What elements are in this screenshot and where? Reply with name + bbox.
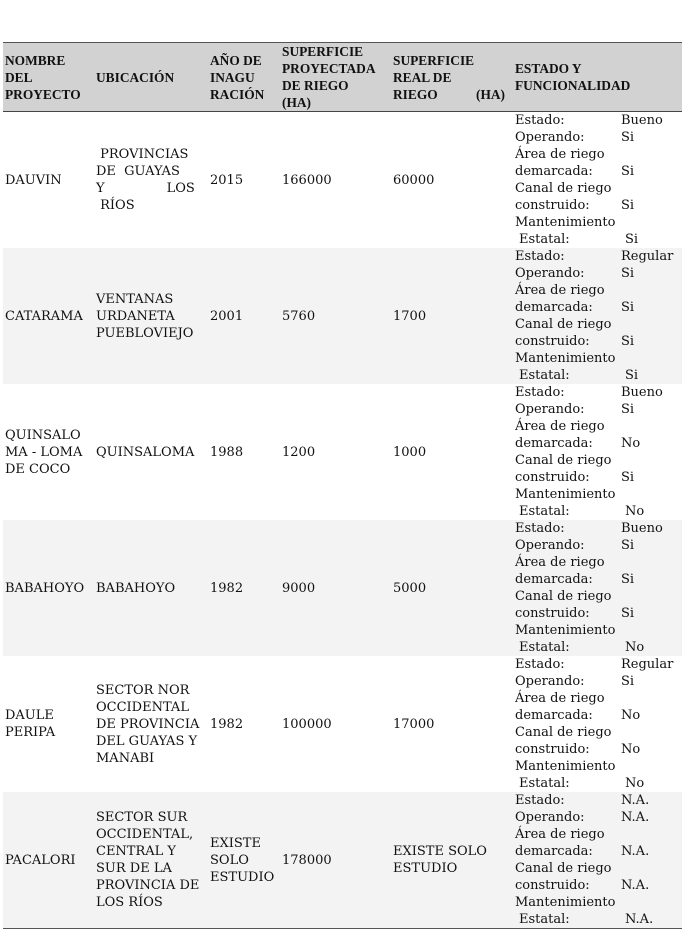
header-anio: AÑO DE INAGU RACIÓN <box>210 52 265 102</box>
cell-value: 1200 <box>282 444 316 460</box>
cell-line: OCCIDENTAL <box>96 699 189 715</box>
status-value-empty <box>621 622 682 639</box>
header-nombre: NOMBRE DEL PROYECTO <box>5 52 81 102</box>
status-label: Mantenimiento <box>515 215 616 230</box>
cell-value: 166000 <box>282 172 332 188</box>
cell-superficie-proyectada <box>280 792 391 928</box>
status-value: No <box>625 640 645 655</box>
status-label: Área de riego <box>515 555 605 570</box>
cell-line: CATARAMA <box>5 308 83 324</box>
status-value: No <box>621 436 641 451</box>
table-row-4 <box>3 520 682 656</box>
status-label: Operando: <box>515 538 585 553</box>
cell-line: 60000 <box>393 172 435 188</box>
status-label: demarcada: <box>515 572 593 587</box>
status-value: Si <box>621 198 635 213</box>
status-label: Mantenimiento <box>515 759 616 774</box>
status-block <box>515 656 682 792</box>
cell-nombre <box>3 112 94 248</box>
table-row-2 <box>3 248 682 384</box>
cell-line: RÍOS <box>96 198 135 213</box>
header-superficie-proyectada: SUPERFICIE PROYECTADA DE RIEGO (HA) <box>282 44 376 110</box>
cell-line: 1982 <box>210 716 244 732</box>
cell-line: PROVINCIA DE <box>96 878 200 893</box>
status-value: Regular <box>621 657 674 672</box>
cell-superficie-proyectada <box>280 656 391 792</box>
cell-superficie-real <box>391 384 513 520</box>
table-header <box>3 43 682 112</box>
status-label: Estatal: <box>519 232 570 247</box>
status-label: Operando: <box>515 402 585 417</box>
cell-line: DEL GUAYAS Y <box>96 733 198 749</box>
status-label: Canal de riego <box>515 453 612 468</box>
status-label: demarcada: <box>515 844 593 859</box>
status-block <box>515 248 682 384</box>
cell-line: ESTUDIO <box>210 869 275 885</box>
cell-anio <box>208 384 280 520</box>
status-label: Canal de riego <box>515 861 612 876</box>
cell-anio <box>208 792 280 928</box>
status-label: demarcada: <box>515 436 593 451</box>
irrigation-projects-table <box>3 42 682 929</box>
status-value: No <box>621 708 641 723</box>
cell-line: SECTOR NOR <box>96 682 190 698</box>
cell-estado <box>513 656 682 792</box>
cell-estado <box>513 112 682 248</box>
cell-line: BABAHOYO <box>96 580 176 596</box>
cell-line: 1988 <box>210 444 244 460</box>
status-label: construido: <box>515 334 590 349</box>
status-value-empty <box>621 180 682 197</box>
status-value: Si <box>621 606 635 621</box>
status-value: N.A. <box>621 793 650 808</box>
status-label: Canal de riego <box>515 181 612 196</box>
status-label: construido: <box>515 878 590 893</box>
status-label: Estatal: <box>519 640 570 655</box>
status-block <box>515 520 682 656</box>
cell-anio <box>208 248 280 384</box>
status-label: Estado: <box>515 113 565 128</box>
status-label: Área de riego <box>515 419 605 434</box>
cell-superficie-proyectada <box>280 248 391 384</box>
cell-estado <box>513 248 682 384</box>
cell-ubicacion <box>94 384 208 520</box>
cell-ubicacion <box>94 248 208 384</box>
cell-line: 2001 <box>210 308 244 324</box>
status-value: Si <box>625 368 639 383</box>
cell-line: DE PROVINCIA <box>96 716 200 732</box>
cell-nombre <box>3 384 94 520</box>
cell-line: PUEBLOVIEJO <box>96 325 194 341</box>
cell-line: MA - LOMA <box>5 444 83 460</box>
status-label: demarcada: <box>515 300 593 315</box>
status-value-empty <box>621 724 682 741</box>
cell-anio <box>208 520 280 656</box>
status-value-empty <box>621 214 682 231</box>
status-value: Si <box>621 402 635 417</box>
status-value: Si <box>625 232 639 247</box>
status-label: Mantenimiento <box>515 351 616 366</box>
status-label: Área de riego <box>515 147 605 162</box>
status-value: Si <box>621 266 635 281</box>
cell-line: PERIPA <box>5 725 56 740</box>
status-value: Bueno <box>621 521 663 536</box>
status-label: Canal de riego <box>515 725 612 740</box>
cell-nombre <box>3 656 94 792</box>
status-value-empty <box>621 758 682 775</box>
status-label: Estatal: <box>519 776 570 791</box>
status-value-empty <box>621 690 682 707</box>
status-value-empty <box>621 894 682 911</box>
status-value: Si <box>621 164 635 179</box>
status-value: Bueno <box>621 385 663 400</box>
cell-line: DAULE <box>5 708 54 723</box>
status-value-empty <box>621 486 682 503</box>
status-label: Estatal: <box>519 912 570 927</box>
cell-superficie-proyectada <box>280 112 391 248</box>
status-label: construido: <box>515 198 590 213</box>
status-label: Operando: <box>515 674 585 689</box>
status-value-empty <box>621 826 682 843</box>
status-label: Área de riego <box>515 827 605 842</box>
cell-superficie-real <box>391 112 513 248</box>
status-label: Operando: <box>515 266 585 281</box>
status-value: N.A. <box>625 912 654 927</box>
cell-ubicacion <box>94 792 208 928</box>
status-value: Regular <box>621 249 674 264</box>
status-block <box>515 384 682 520</box>
cell-anio <box>208 656 280 792</box>
cell-line: 5000 <box>393 580 427 596</box>
status-value: Si <box>621 300 635 315</box>
status-value: Si <box>621 572 635 587</box>
table-body <box>3 112 682 928</box>
status-label: Estatal: <box>519 504 570 519</box>
status-label: Estado: <box>515 249 565 264</box>
header-ubicacion: UBICACIÓN <box>96 69 175 85</box>
status-label: Canal de riego <box>515 317 612 332</box>
status-value: Si <box>621 334 635 349</box>
status-value: Si <box>621 674 635 689</box>
status-value-empty <box>621 860 682 877</box>
cell-line: 1982 <box>210 580 244 596</box>
status-value-empty <box>621 554 682 571</box>
status-label: Mantenimiento <box>515 623 616 638</box>
status-label: construido: <box>515 742 590 757</box>
cell-superficie-real <box>391 656 513 792</box>
cell-estado <box>513 520 682 656</box>
cell-line: BABAHOYO <box>5 580 85 596</box>
status-value-empty <box>621 418 682 435</box>
cell-line: 1700 <box>393 308 427 324</box>
status-block <box>515 792 682 928</box>
cell-line: SOLO <box>210 852 249 868</box>
status-value: N.A. <box>621 810 650 825</box>
status-value: N.A. <box>621 878 650 893</box>
status-label: Área de riego <box>515 283 605 298</box>
cell-estado <box>513 384 682 520</box>
cell-nombre <box>3 792 94 928</box>
cell-line: DE GUAYAS <box>96 164 180 179</box>
status-label: Estado: <box>515 657 565 672</box>
cell-value: 100000 <box>282 716 332 732</box>
status-label: Estado: <box>515 793 565 808</box>
status-value-empty <box>621 282 682 299</box>
cell-line: 17000 <box>393 716 435 732</box>
cell-estado <box>513 792 682 928</box>
status-value-empty <box>621 316 682 333</box>
header-estado: ESTADO Y FUNCIONALIDAD <box>515 61 631 93</box>
status-label: construido: <box>515 606 590 621</box>
cell-anio <box>208 112 280 248</box>
cell-line: PROVINCIAS <box>96 147 189 162</box>
status-value-empty <box>621 588 682 605</box>
cell-line: 2015 <box>210 172 244 188</box>
cell-line: URDANETA <box>96 308 175 324</box>
table-row-3 <box>3 384 682 520</box>
cell-line: SECTOR SUR <box>96 810 188 825</box>
status-label: construido: <box>515 470 590 485</box>
status-label: Estatal: <box>519 368 570 383</box>
cell-nombre <box>3 520 94 656</box>
cell-superficie-proyectada <box>280 520 391 656</box>
status-value: N.A. <box>621 844 650 859</box>
header-superficie-real: SUPERFICIE REAL DE RIEGO (HA) <box>393 52 505 102</box>
cell-superficie-real <box>391 792 513 928</box>
cell-ubicacion <box>94 656 208 792</box>
cell-value: 178000 <box>282 852 332 868</box>
cell-line: LOS RÍOS <box>96 895 163 910</box>
cell-superficie-real <box>391 520 513 656</box>
status-label: Mantenimiento <box>515 487 616 502</box>
cell-ubicacion <box>94 520 208 656</box>
cell-line: SUR DE LA <box>96 861 172 876</box>
table-row-5 <box>3 656 682 792</box>
cell-value: 9000 <box>282 580 316 596</box>
cell-line: ESTUDIO <box>393 861 458 876</box>
status-label: demarcada: <box>515 164 593 179</box>
cell-superficie-proyectada <box>280 384 391 520</box>
cell-line: MANABI <box>96 750 155 766</box>
status-value: No <box>625 504 645 519</box>
cell-line: 1000 <box>393 444 427 460</box>
status-value: No <box>625 776 645 791</box>
cell-line: VENTANAS <box>96 291 174 307</box>
status-label: Estado: <box>515 385 565 400</box>
cell-superficie-real <box>391 248 513 384</box>
cell-line: EXISTE SOLO <box>393 844 487 859</box>
cell-line: EXISTE <box>210 835 261 851</box>
status-value: Si <box>621 538 635 553</box>
status-value: No <box>621 742 641 757</box>
cell-line: DE COCO <box>5 461 71 477</box>
cell-line: PACALORI <box>5 852 76 868</box>
cell-line: QUINSALO <box>5 427 81 443</box>
status-label: Canal de riego <box>515 589 612 604</box>
cell-nombre <box>3 248 94 384</box>
status-value-empty <box>621 350 682 367</box>
status-label: demarcada: <box>515 708 593 723</box>
status-label: Área de riego <box>515 691 605 706</box>
status-value-empty <box>621 452 682 469</box>
status-label: Estado: <box>515 521 565 536</box>
cell-line: DAUVIN <box>5 172 62 188</box>
status-value-empty <box>621 146 682 163</box>
cell-line: CENTRAL Y <box>96 844 177 859</box>
status-label: Operando: <box>515 810 585 825</box>
status-label: Mantenimiento <box>515 895 616 910</box>
cell-line: Y LOS <box>96 181 195 196</box>
cell-value: 5760 <box>282 308 316 324</box>
table-row-6 <box>3 792 682 928</box>
status-block <box>515 112 682 248</box>
status-value: Bueno <box>621 113 663 128</box>
cell-line: QUINSALOMA <box>96 444 195 460</box>
status-value: Si <box>621 130 635 145</box>
status-value: Si <box>621 470 635 485</box>
cell-line: OCCIDENTAL, <box>96 827 194 842</box>
status-label: Operando: <box>515 130 585 145</box>
table-row-1 <box>3 112 682 248</box>
cell-ubicacion <box>94 112 208 248</box>
